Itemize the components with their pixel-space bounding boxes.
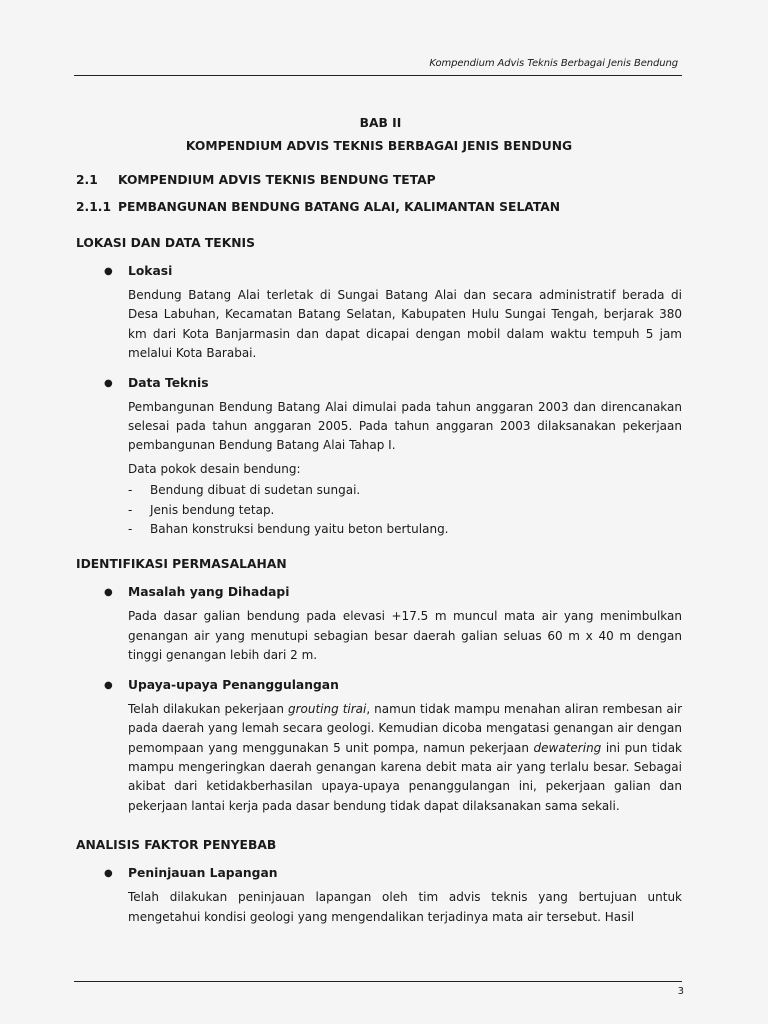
section-heading: [76, 173, 682, 187]
identifikasi-heading: IDENTIFIKASI PERMASALAHAN: [76, 557, 287, 572]
page-number: 3: [677, 986, 684, 997]
bullet-peninjauan-title: Peninjauan Lapangan: [128, 866, 278, 881]
section-number: 2.1: [76, 173, 98, 187]
lokasi-heading: LOKASI DAN DATA TEKNIS: [76, 236, 255, 250]
running-header: Kompendium Advis Teknis Berbagai Jenis Bendung: [429, 58, 678, 69]
bullet-icon: ●: [104, 679, 113, 691]
peninjauan-paragraph: Telah dilakukan peninjauan lapangan oleh tim advis teknis yang bertujuan untuk mengetahui kondisi geologi yang mengendalikan terjadinya mata air tersebut. Hasil: [128, 890, 682, 924]
subsection-heading: [76, 200, 682, 214]
footer-divider: [74, 981, 682, 982]
bullet-upaya-title: Upaya-upaya Penanggulangan: [128, 677, 339, 692]
bullet-icon: ●: [104, 266, 113, 277]
subsection-title: PEMBANGUNAN BENDUNG BATANG ALAI, KALIMANTAN SELATAN: [118, 200, 561, 214]
analisis-heading: ANALISIS FAKTOR PENYEBAB: [76, 838, 277, 853]
bullet-data-teknis-title: Data Teknis: [128, 375, 209, 390]
lokasi-paragraph: Bendung Batang Alai terletak di Sungai Batang Alai dan secara administratif berada di Desa Labuhan, Kecamatan Batang Selatan, Kabupaten Hulu Sungai Tengah, berjarak 380 km dari Kota Banjarmasin dan dapat dicapai dengan mobil dalam waktu tempuh 5 jam melalui Kota Barabai.: [128, 288, 682, 361]
list-item: - Jenis bendung tetap.: [128, 502, 275, 517]
bullet-icon: ●: [104, 868, 113, 880]
bullet-masalah-title: Masalah yang Dihadapi: [128, 585, 290, 600]
upaya-paragraph: Telah dilakukan pekerjaan grouting tirai, namun tidak mampu menahan aliran rembesan air pada daerah yang lemah secara geologi. Kemudian dicoba mengatasi genangan air dengan pemompaan yang menggunakan 5 unit pompa, namun pekerjaan dewatering ini pun tidak mampu mengeringkan daerah genangan karena debit mata air yang terlalu besar. Sebagai akibat dari ketidakberhasilan upaya-upaya penanggulangan ini, pekerjaan galian dan pekerjaan lantai kerja pada dasar bendung tidak dapat dilaksanakan sama sekali.: [128, 701, 683, 813]
page-body: [76, 116, 682, 927]
bullet-peninjauan: [104, 866, 682, 882]
bullet-masalah: [104, 585, 682, 601]
bullet-icon: ●: [104, 377, 113, 389]
masalah-paragraph: Pada dasar galian bendung pada elevasi +17.5 m muncul mata air yang menimbulkan genangan air yang menutupi sebagian besar daerah galian seluas 60 m x 40 m dengan tinggi genangan lebih dari 2 m.: [128, 609, 682, 663]
header-divider: [74, 75, 682, 76]
list-item: - Bendung dibuat di sudetan sungai.: [128, 483, 361, 498]
bullet-icon: ●: [104, 587, 113, 599]
section-title: KOMPENDIUM ADVIS TEKNIS BENDUNG TETAP: [118, 173, 436, 187]
bullet-lokasi-title: Lokasi: [128, 264, 173, 278]
list-item: - Bahan konstruksi bendung yaitu beton bertulang.: [128, 522, 449, 537]
data-pokok-intro: Data pokok desain bendung:: [128, 461, 301, 476]
chapter-title: KOMPENDIUM ADVIS TEKNIS BERBAGAI JENIS BENDUNG: [185, 139, 573, 153]
chapter-label: BAB II: [359, 116, 402, 130]
bullet-lokasi: [104, 264, 682, 280]
data-teknis-paragraph: Pembangunan Bendung Batang Alai dimulai pada tahun anggaran 2003 dan direncanakan selesai pada tahun anggaran 2005. Pada tahun anggaran 2003 dilaksanakan pekerjaan pembangunan Bendung Batang Alai Tahap I.: [128, 399, 682, 453]
bullet-upaya: [104, 678, 682, 694]
subsection-number: 2.1.1: [76, 200, 112, 214]
bullet-data-teknis: [104, 376, 682, 392]
